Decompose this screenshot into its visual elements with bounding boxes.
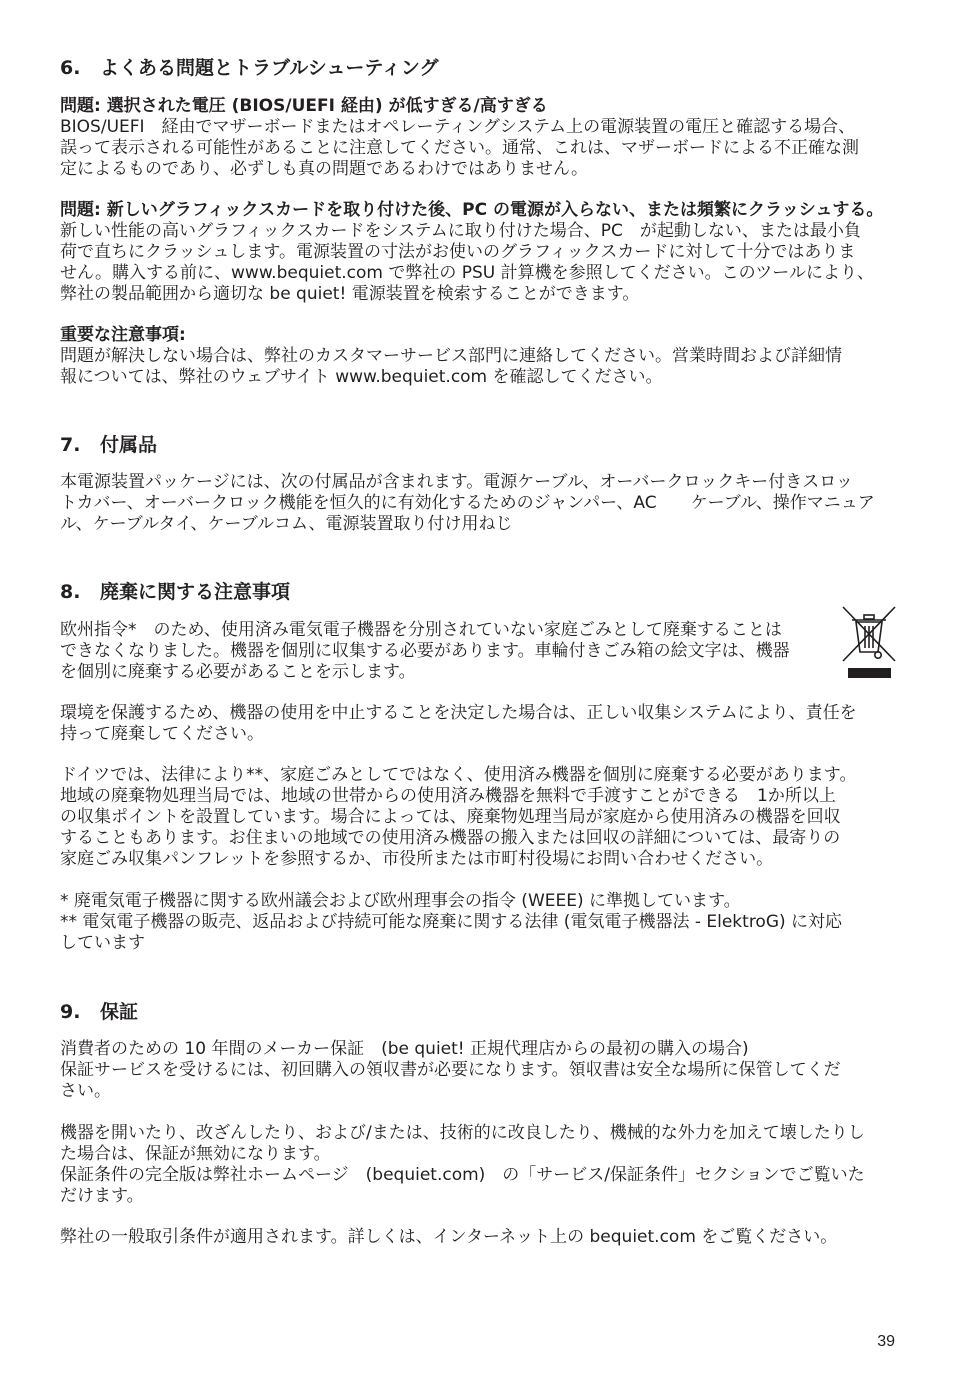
paragraph-line: 機器を開いたり、改ざんしたり、および/または、技術的に改良したり、機械的な外力を加えて壊したりし [60, 1123, 865, 1143]
section-8-heading [60, 580, 895, 604]
section-6-heading [60, 56, 895, 80]
section-7-heading [60, 433, 895, 457]
warranty-void-paragraph [60, 1123, 895, 1207]
terms-paragraph [60, 1227, 895, 1248]
paragraph-line: た場合は、保証が無効になります。 [60, 1144, 331, 1164]
page-number: 39 [877, 1333, 895, 1350]
paragraph-line: 消費者のための 10 年間のメーカー保証 (be quiet! 正規代理店からの最初の購入の場合) [60, 1039, 749, 1059]
section-6-number: 6. [60, 57, 81, 79]
paragraph-line: トカバー、オーバークロック機能を恒久的に有効化するためのジャンパー、AC ケーブル、操作マニュア [60, 493, 875, 513]
footnote-line: ** 電気電子機器の販売、返品および持続可能な廃棄に関する法律 (電気電子機器法 - ElektroG) に対応 [60, 912, 843, 932]
paragraph-line: さい。 [60, 1081, 111, 1101]
accessories-paragraph [60, 472, 895, 535]
paragraph-line: の収集ポイントを設置しています。場合によっては、廃棄物処理当局が家庭から使用済みの機器を回収 [60, 807, 841, 827]
paragraph-line: 家庭ごみ収集パンフレットを参照するか、市役所または市町村役場にお問い合わせください。 [60, 849, 774, 869]
paragraph-line: 保証条件の完全版は弊社ホームページ (bequiet.com) の「サービス/保証条件」セクションでご覧いた [60, 1165, 865, 1185]
issue-voltage [60, 96, 895, 180]
paragraph-line: せん。購入する前に、www.bequiet.com で弊社の PSU 計算機を参照してください。このツールにより、 [60, 263, 874, 283]
environment-paragraph [60, 703, 895, 745]
section-9-title: 保証 [100, 1001, 139, 1023]
issue-graphics-card-heading: 問題: 新しいグラフィックスカードを取り付けた後、PC の電源が入らない、または頻繁にクラッシュする。 [60, 200, 884, 220]
paragraph-line: 荷で直ちにクラッシュします。電源装置の寸法がお使いのグラフィックスカードに対して十分ではありま [60, 242, 856, 262]
section-9-heading [60, 1000, 895, 1024]
paragraph-line: BIOS/UEFI 経由でマザーボードまたはオペレーティングシステム上の電源装置の電圧と確認する場合、 [60, 117, 856, 137]
section-8-title: 廃棄に関する注意事項 [100, 581, 291, 603]
paragraph-line: 問題が解決しない場合は、弊社のカスタマーサービス部門に連絡してください。営業時間および詳細情 [60, 346, 842, 366]
paragraph-line: 保証サービスを受けるには、初回購入の領収書が必要になります。領収書は安全な場所に保管してくだ [60, 1060, 841, 1080]
paragraph-line: 持って廃棄してください。 [60, 724, 264, 744]
important-notice [60, 325, 895, 388]
paragraph-line: 誤って表示される可能性があることに注意してください。通常、これは、マザーボードによる不正確な測 [60, 138, 859, 158]
paragraph-line: 本電源装置パッケージには、次の付属品が含まれます。電源ケーブル、オーバークロックキー付きスロッ [60, 472, 853, 492]
paragraph-line: 弊社の一般取引条件が適用されます。詳しくは、インターネット上の bequiet.com をご覧ください。 [60, 1227, 838, 1247]
paragraph-line: することもあります。お住まいの地域での使用済み機器の搬入または回収の詳細については、最寄りの [60, 828, 841, 848]
paragraph-line: ル、ケーブルタイ、ケーブルコム、電源装置取り付け用ねじ [60, 514, 513, 534]
paragraph-line: を個別に廃棄する必要があることを示します。 [60, 662, 416, 682]
crossed-out-wheelie-bin-icon [841, 605, 897, 681]
section-7-number: 7. [60, 434, 81, 456]
section-7-title: 付属品 [100, 434, 158, 456]
section-9-number: 9. [60, 1001, 81, 1023]
paragraph-line: 弊社の製品範囲から適切な be quiet! 電源装置を検索することができます。 [60, 284, 640, 304]
warranty-paragraph [60, 1039, 895, 1102]
paragraph-line: 環境を保護するため、機器の使用を中止することを決定した場合は、正しい収集システムにより、責任を [60, 703, 857, 723]
paragraph-line: ドイツでは、法律により**、家庭ごみとしてではなく、使用済み機器を個別に廃棄する必要があります。 [60, 765, 857, 785]
section-8-number: 8. [60, 581, 81, 603]
paragraph-line: だけます。 [60, 1186, 144, 1206]
footnote-line: * 廃電気電子機器に関する欧州議会および欧州理事会の指令 (WEEE) に準拠しています。 [60, 891, 741, 911]
germany-paragraph [60, 765, 895, 870]
paragraph-line: 地域の廃棄物処理当局では、地域の世帯からの使用済み機器を無料で手渡すことができる 1か所以上 [60, 786, 836, 806]
paragraph-line: 報については、弊社のウェブサイト www.bequiet.com を確認してください。 [60, 367, 663, 387]
paragraph-line: 欧州指令* のため、使用済み電気電子機器を分別されていない家庭ごみとして廃棄することは [60, 620, 782, 640]
footnotes [60, 891, 895, 954]
footnote-line: しています [60, 933, 145, 953]
disposal-intro-paragraph [60, 620, 828, 683]
paragraph-line: 新しい性能の高いグラフィックスカードをシステムに取り付けた場合、PC が起動しない、または最小負 [60, 221, 861, 241]
paragraph-line: できなくなりました。機器を個別に収集する必要があります。車輪付きごみ箱の絵文字は、機器 [60, 641, 790, 661]
important-notice-heading: 重要な注意事項: [60, 325, 186, 345]
paragraph-line: 定によるものであり、必ずしも真の問題であるわけではありません。 [60, 159, 589, 179]
issue-graphics-card [60, 200, 895, 305]
issue-voltage-heading: 問題: 選択された電圧 (BIOS/UEFI 経由) が低すぎる/高すぎる [60, 96, 548, 116]
section-6-title: よくある問題とトラブルシューティング [100, 57, 439, 79]
